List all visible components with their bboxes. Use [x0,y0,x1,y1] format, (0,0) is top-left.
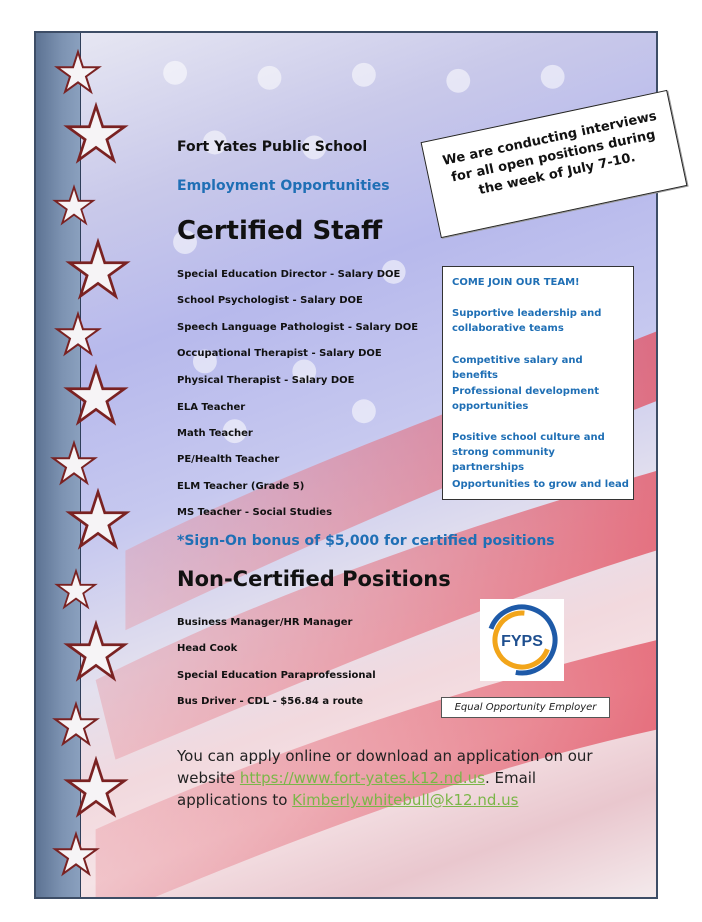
apply-text-start: You can apply online or download an application on our website [177,747,593,787]
job-listing: ELA Teacher [177,402,246,413]
job-listing: Special Education Paraprofessional [177,670,376,681]
left-rail [36,33,80,897]
job-listing: Physical Therapist - Salary DOE [177,375,355,386]
noncertified-heading: Non-Certified Positions [177,567,451,591]
apply-text-middle: . Email applications to [177,769,537,809]
logo-text: FYPS [501,633,543,650]
job-listing: Special Education Director - Salary DOE [177,269,401,280]
fyps-logo [480,599,564,681]
join-item: Positive school culture and strong community partnerships [452,432,605,473]
interview-notice-text: We are conducting interviews for all open positions during the week of July 7-10. [441,108,659,199]
certified-heading: Certified Staff [177,216,383,246]
job-listing: School Psychologist - Salary DOE [177,295,363,306]
job-listing: MS Teacher - Social Studies [177,507,333,518]
join-team-box [442,266,634,500]
job-listing: Math Teacher [177,428,253,439]
apply-instructions [177,745,617,811]
rail-divider [80,33,81,897]
email-link[interactable]: Kimberly.whitebull@k12.nd.us [292,791,519,809]
job-listing: Bus Driver - CDL - $56.84 a route [177,696,364,707]
job-listing: Head Cook [177,643,238,654]
school-name: Fort Yates Public School [177,139,368,155]
join-item: Supportive leadership and collaborative teams [452,308,602,334]
join-item: Professional development opportunities [452,386,600,412]
sign-on-bonus: *Sign-On bonus of $5,000 for certified positions [177,533,555,549]
job-listing: PE/Health Teacher [177,454,280,465]
job-listing: ELM Teacher (Grade 5) [177,481,305,492]
join-item: Competitive salary and benefits [452,355,583,381]
job-listing: Occupational Therapist - Salary DOE [177,348,382,359]
equal-opportunity-label: Equal Opportunity Employer [441,697,610,718]
fyps-logo-mark [480,599,564,681]
join-title: COME JOIN OUR TEAM! [452,277,580,288]
job-listing: Business Manager/HR Manager [177,617,353,628]
join-item: Opportunities to grow and lead [452,479,629,490]
job-listing: Speech Language Pathologist - Salary DOE [177,322,419,333]
website-link[interactable]: https://www.fort-yates.k12.nd.us [239,769,485,787]
page-subtitle: Employment Opportunities [177,178,390,194]
